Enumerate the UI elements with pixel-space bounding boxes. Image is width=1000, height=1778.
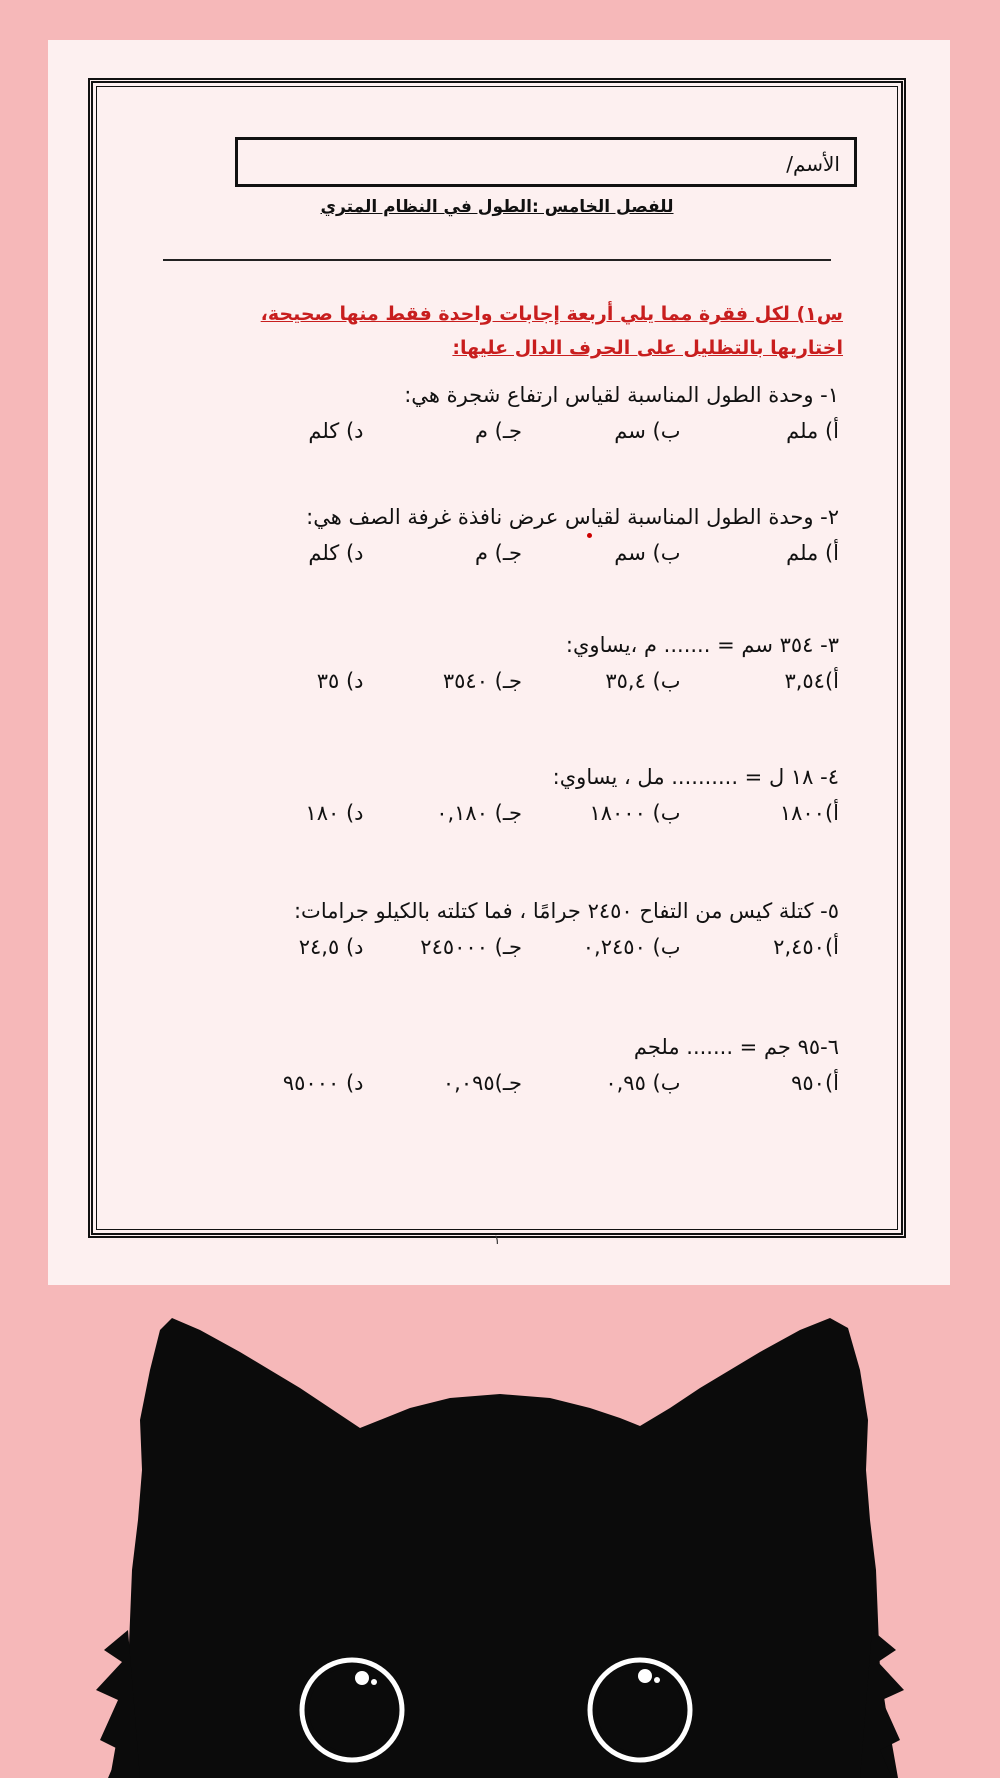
left-eye-icon: [302, 1660, 402, 1760]
option-b[interactable]: ب) ١٨٠٠٠: [589, 801, 681, 825]
option-d[interactable]: د) ٩٥٠٠٠: [282, 1071, 364, 1095]
worksheet-paper: [48, 40, 950, 1285]
question-text: ٥- كتلة كيس من التفاح ٢٤٥٠ جرامًا ، فما كتلته بالكيلو جرامات:: [293, 899, 839, 923]
question-3: [205, 631, 839, 693]
option-b[interactable]: ب) سم: [614, 541, 681, 565]
question-1: [205, 381, 839, 443]
option-d[interactable]: د) ٢٤,٥: [298, 935, 364, 959]
options-row: [205, 541, 839, 565]
option-c[interactable]: جـ) م: [474, 419, 522, 443]
option-a[interactable]: أ)٢,٤٥٠: [773, 935, 839, 959]
divider: [163, 259, 831, 261]
option-c[interactable]: جـ) ٣٥٤٠: [442, 669, 522, 693]
option-b[interactable]: ب) ٣٥,٤: [605, 669, 681, 693]
worksheet-frame: [88, 78, 906, 1248]
option-b[interactable]: ب) ٠,٢٤٥٠: [582, 935, 681, 959]
question-text: ٣- ٣٥٤ سم = ....... م ،يساوي:: [565, 633, 839, 657]
option-a[interactable]: أ)٩٥٠: [791, 1071, 839, 1095]
option-a[interactable]: أ) ملم: [786, 419, 839, 443]
option-c[interactable]: جـ) ٢٤٥٠٠٠: [420, 935, 522, 959]
question-4: [205, 763, 839, 825]
option-d[interactable]: د) كلم: [308, 541, 364, 565]
worksheet-title: للفصل الخامس :الطول في النظام المتري: [320, 197, 674, 217]
option-c[interactable]: جـ) م: [474, 541, 522, 565]
question-6: [205, 1033, 839, 1095]
option-a[interactable]: أ)١٨٠٠: [779, 801, 839, 825]
name-label: الأسم/: [786, 152, 840, 176]
option-a[interactable]: أ) ملم: [786, 541, 839, 565]
options-row: [205, 669, 839, 693]
option-c[interactable]: جـ) ٠,١٨٠: [436, 801, 522, 825]
option-c[interactable]: جـ)٠,٠٩٥: [442, 1071, 522, 1095]
options-row: [205, 1071, 839, 1095]
option-b[interactable]: ب) سم: [614, 419, 681, 443]
right-eye-icon: [590, 1660, 690, 1760]
red-mark: [587, 533, 592, 538]
instruction-text: س١) لكل فقرة مما يلي أربعة إجابات واحدة فقط منها صحيحة، اختاريها بالتظليل على الحرف الدال عليها:: [260, 303, 843, 359]
page-number: ١: [493, 1233, 501, 1248]
options-row: [205, 935, 839, 959]
options-row: [205, 801, 839, 825]
option-a[interactable]: أ)٣,٥٤: [784, 669, 839, 693]
option-d[interactable]: د) ١٨٠: [305, 801, 364, 825]
black-cat-illustration: [0, 1290, 1000, 1778]
question-text: ٢- وحدة الطول المناسبة لقياس عرض نافذة غرفة الصف هي:: [306, 505, 839, 529]
question-text: ٤- ١٨ ل = .......... مل ، يساوي:: [552, 765, 839, 789]
option-b[interactable]: ب) ٠,٩٥: [605, 1071, 681, 1095]
question-text: ٦-٩٥ جم = ....... ملجم: [633, 1035, 839, 1059]
option-d[interactable]: د) ٣٥: [316, 669, 364, 693]
option-d[interactable]: د) كلم: [308, 419, 364, 443]
name-box: [235, 137, 857, 187]
options-row: [205, 419, 839, 443]
question-text: ١- وحدة الطول المناسبة لقياس ارتفاع شجرة هي:: [404, 383, 839, 407]
question-2: [205, 503, 839, 565]
cat-silhouette: [110, 1318, 898, 1778]
question-5: [205, 897, 839, 959]
